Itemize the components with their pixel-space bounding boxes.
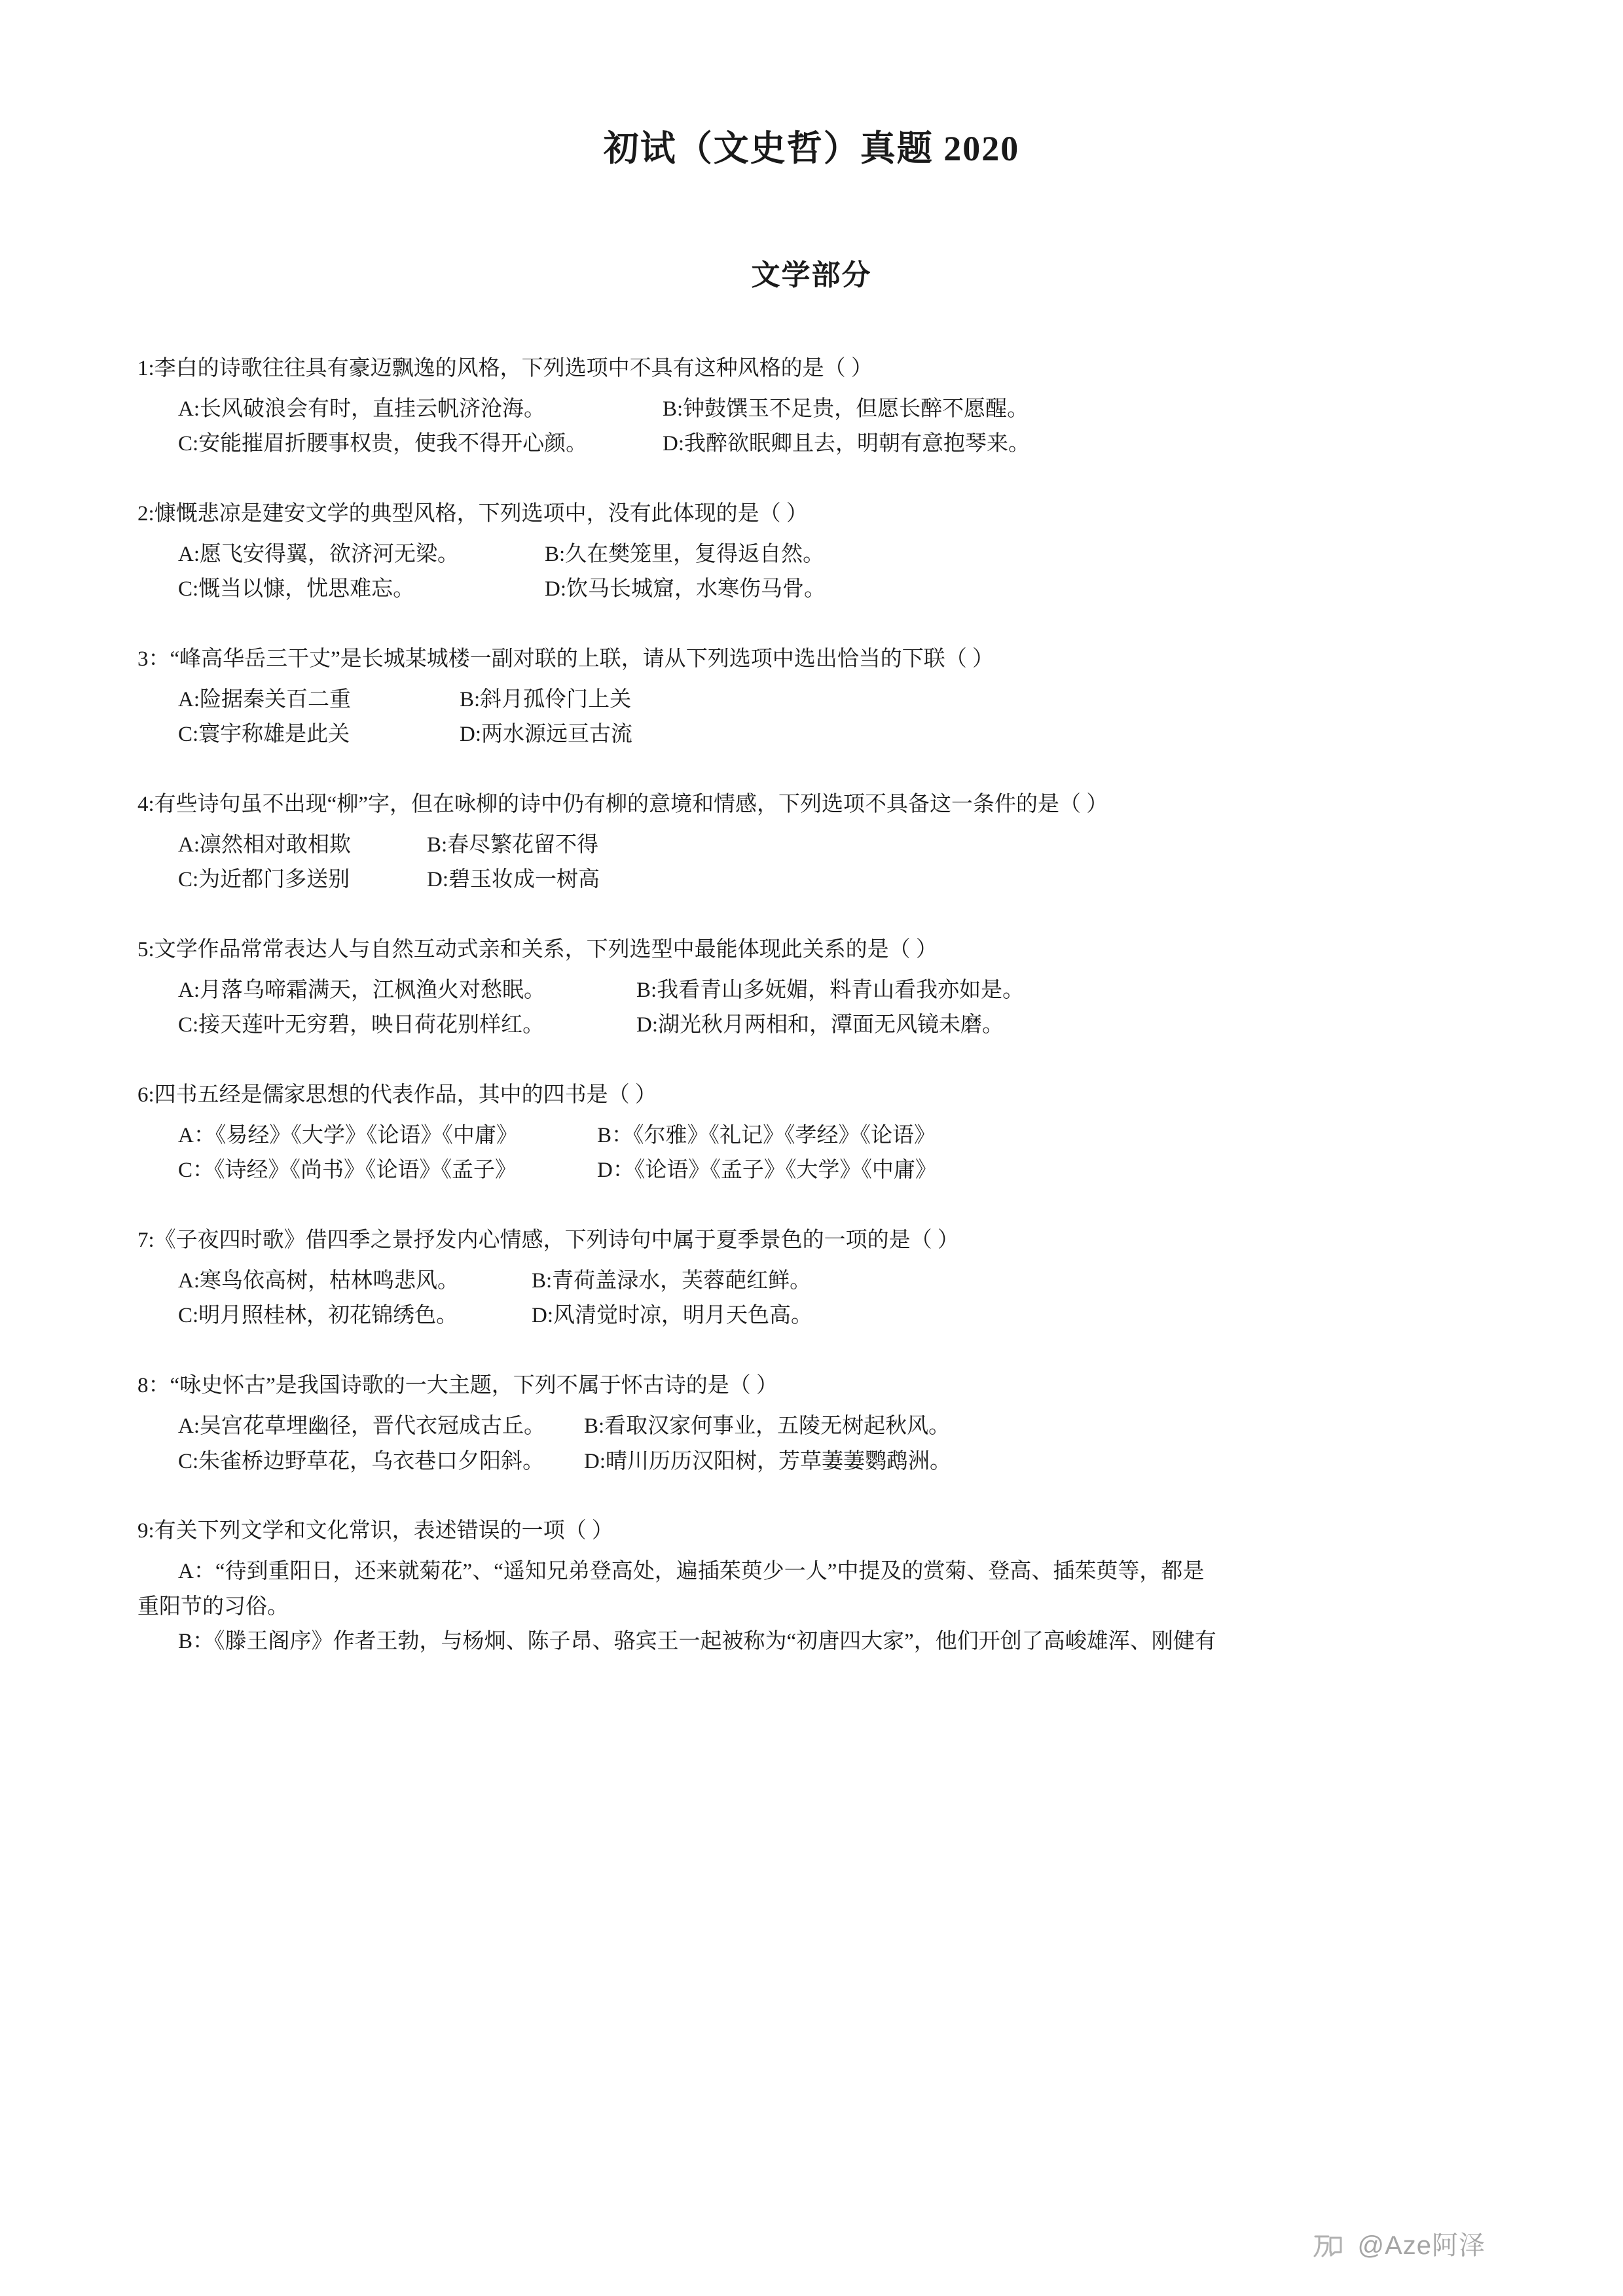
option-row bbox=[178, 1444, 1486, 1479]
option-row bbox=[178, 828, 1486, 863]
question-item bbox=[137, 643, 1486, 753]
option-row bbox=[178, 683, 1486, 717]
option-row bbox=[178, 1119, 1486, 1153]
option-d: D:晴川历历汉阳树，芳草萋萋鹦鹉洲。 bbox=[584, 1449, 951, 1473]
question-item bbox=[137, 497, 1486, 607]
question-options bbox=[137, 828, 1486, 898]
watermark-text: @Aze阿泽 bbox=[1357, 2231, 1486, 2260]
question-item bbox=[137, 352, 1486, 462]
option-a: A:长风破浪会有时，直挂云帆济沧海。 bbox=[178, 397, 545, 421]
option-b: B:斜月孤伶门上关 bbox=[460, 687, 632, 711]
option-c: C:安能摧眉折腰事权贵，使我不得开心颜。 bbox=[178, 432, 588, 456]
option-b: B:我看青山多妩媚，料青山看我亦如是。 bbox=[636, 978, 1025, 1002]
question-stem: 9:有关下列文学和文化常识，表述错误的一项（ ） bbox=[137, 1518, 613, 1543]
option-d: D:饮马长城窟，水寒伤马骨。 bbox=[545, 577, 826, 601]
option-row bbox=[178, 1264, 1486, 1299]
page-title: 初试（文史哲）真题 2020 bbox=[603, 129, 1020, 168]
option-d: D:湖光秋月两相和，潭面无风镜未磨。 bbox=[636, 1013, 1004, 1037]
option-c: C:慨当以慷，忧思难忘。 bbox=[178, 577, 415, 601]
question-item bbox=[137, 1369, 1486, 1479]
option-row bbox=[178, 537, 1486, 572]
option-c: C:明月照桂林，初花锦绣色。 bbox=[178, 1304, 458, 1328]
question-stem: 7:《子夜四时歌》借四季之景抒发内心情感，下列诗句中属于夏季景色的一项的是（ ） bbox=[137, 1228, 959, 1252]
question-item bbox=[137, 1079, 1486, 1189]
option-row bbox=[178, 717, 1486, 752]
option-b: B:看取汉家何事业，五陵无树起秋风。 bbox=[584, 1414, 951, 1439]
option-d: D:我醉欲眠卿且去，明朝有意抱琴来。 bbox=[663, 432, 1030, 456]
option-a-line-2: 重阳节的习俗。 bbox=[137, 1594, 289, 1619]
question-item bbox=[137, 1224, 1486, 1334]
option-c: C:寰宇称雄是此关 bbox=[178, 723, 350, 747]
option-a: A:寒鸟依高树，枯林鸣悲风。 bbox=[178, 1269, 459, 1293]
option-row bbox=[178, 392, 1486, 427]
option-a: A:险据秦关百二重 bbox=[178, 687, 351, 711]
question-item bbox=[137, 933, 1486, 1043]
option-d: D:风清觉时凉，明月天色高。 bbox=[532, 1304, 812, 1328]
section-title: 文学部分 bbox=[751, 259, 872, 291]
question-options bbox=[137, 392, 1486, 462]
question-item bbox=[137, 1515, 1486, 1660]
zhihu-logo-icon bbox=[1310, 2226, 1345, 2261]
question-options bbox=[137, 973, 1486, 1043]
question-options bbox=[137, 1264, 1486, 1334]
option-b: B：《尔雅》《礼记》《孝经》《论语》 bbox=[597, 1123, 936, 1147]
option-row bbox=[178, 572, 1486, 607]
option-a: A:愿飞安得翼，欲济河无梁。 bbox=[178, 542, 459, 566]
question-stem: 3：“峰高华岳三干丈”是长城某城楼一副对联的上联，请从下列选项中选出恰当的下联（ ） bbox=[137, 647, 994, 671]
question-options bbox=[137, 1119, 1486, 1189]
option-a: A：《易经》《大学》《论语》《中庸》 bbox=[178, 1123, 518, 1147]
question-item bbox=[137, 788, 1486, 898]
question-stem: 5:文学作品常常表达人与自然互动式亲和关系，下列选型中最能体现此关系的是（ ） bbox=[137, 937, 938, 961]
question-options bbox=[137, 537, 1486, 607]
question-list bbox=[137, 352, 1486, 1660]
question-stem: 2:慷慨悲凉是建安文学的典型风格，下列选项中，没有此体现的是（ ） bbox=[137, 501, 808, 526]
option-c: C:为近都门多送别 bbox=[178, 868, 350, 892]
option-c: C：《诗经》《尚书》《论语》《孟子》 bbox=[178, 1158, 517, 1183]
question-stem: 6:四书五经是儒家思想的代表作品，其中的四书是（ ） bbox=[137, 1083, 657, 1107]
question-stem: 8：“咏史怀古”是我国诗歌的一大主题，下列不属于怀古诗的是（ ） bbox=[137, 1373, 778, 1397]
option-row bbox=[178, 1409, 1486, 1444]
option-a: A:吴宫花草埋幽径，晋代衣冠成古丘。 bbox=[178, 1414, 545, 1439]
question-options bbox=[137, 1409, 1486, 1479]
option-b: B:久在樊笼里，复得返自然。 bbox=[545, 542, 825, 566]
option-row bbox=[178, 427, 1486, 461]
option-d: D:两水源远亘古流 bbox=[460, 723, 632, 747]
option-c: C:朱雀桥边野草花，乌衣巷口夕阳斜。 bbox=[178, 1449, 545, 1473]
option-row bbox=[178, 1153, 1486, 1188]
option-a: A:凛然相对敢相欺 bbox=[178, 833, 351, 857]
option-c: C:接天莲叶无穷碧，映日荷花别样红。 bbox=[178, 1013, 545, 1037]
option-row bbox=[178, 1008, 1486, 1043]
question-options bbox=[137, 683, 1486, 753]
option-b: B:钟鼓馔玉不足贵，但愿长醉不愿醒。 bbox=[663, 397, 1029, 421]
question-stem: 4:有些诗句虽不出现“柳”字，但在咏柳的诗中仍有柳的意境和情感，下列选项不具备这一条件的是（ ） bbox=[137, 792, 1108, 816]
option-b: B:春尽繁花留不得 bbox=[427, 833, 599, 857]
option-a: A:月落乌啼霜满天，江枫渔火对愁眠。 bbox=[178, 978, 545, 1002]
option-b: B:青荷盖渌水，芙蓉葩红鲜。 bbox=[532, 1269, 812, 1293]
option-row bbox=[178, 863, 1486, 897]
question-stem: 1:李白的诗歌往往具有豪迈飘逸的风格，下列选项中不具有这种风格的是（ ） bbox=[137, 356, 873, 380]
option-row bbox=[178, 973, 1486, 1008]
option-d: D：《论语》《孟子》《大学》《中庸》 bbox=[597, 1158, 937, 1183]
watermark bbox=[1310, 2225, 1486, 2262]
option-d: D:碧玉妆成一树高 bbox=[427, 868, 600, 892]
option-row bbox=[178, 1299, 1486, 1333]
option-a-line-1: A：“待到重阳日，还来就菊花”、“遥知兄弟登高处，遍插茱萸少一人”中提及的赏菊、登高、插茱萸等，都是 bbox=[178, 1560, 1205, 1584]
option-b-line-1: B：《滕王阁序》作者王勃，与杨炯、陈子昂、骆宾王一起被称为“初唐四大家”，他们开创了高峻雄浑、刚健有 bbox=[178, 1630, 1216, 1654]
